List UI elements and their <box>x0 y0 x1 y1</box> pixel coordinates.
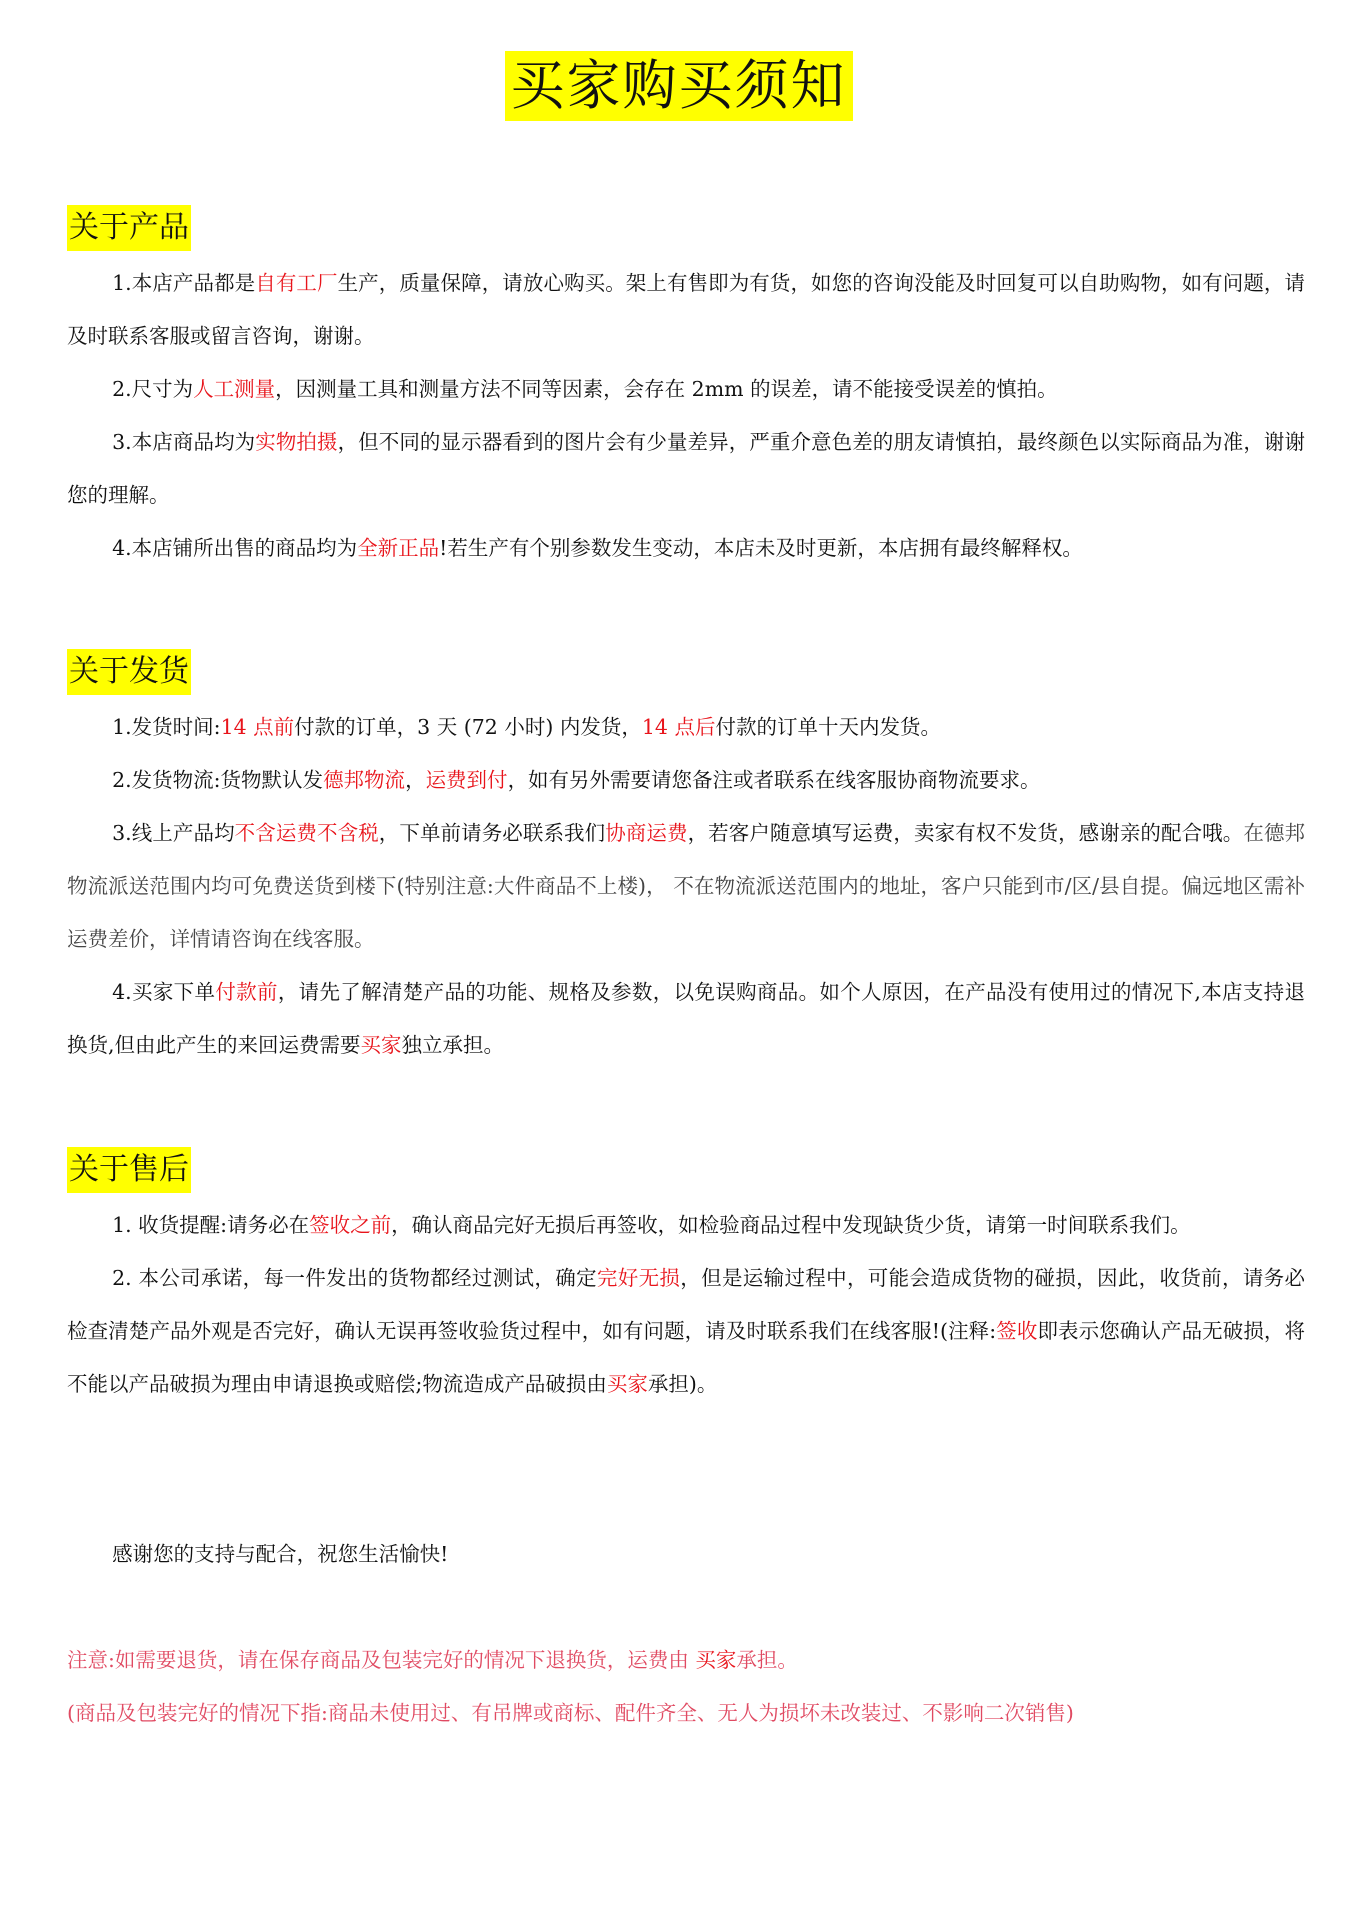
notes-block <box>67 1634 1305 1740</box>
text-segment: ，但不同的显示器看到的图片会有少量差异，严重介意色差的朋友请慎拍，最终颜色以实际商品为准，谢谢您的理解。 <box>67 430 1305 507</box>
section-heading: 关于售后 <box>67 1147 191 1193</box>
highlighted-text: 协商运费 <box>605 821 688 845</box>
section-heading: 关于产品 <box>67 205 191 251</box>
highlighted-text: 14 点前 <box>220 715 295 739</box>
highlighted-text: 买家 <box>360 1033 402 1057</box>
highlighted-text: 自有工厂 <box>255 271 338 295</box>
text-segment: 2. 本公司承诺，每一件发出的货物都经过测试，确定 <box>112 1266 597 1290</box>
paragraph <box>67 966 1305 1072</box>
text-segment: 4.买家下单 <box>112 980 216 1004</box>
highlighted-text: 人工测量 <box>193 377 276 401</box>
text-segment: 4.本店铺所出售的商品均为 <box>112 536 358 560</box>
highlighted-text: 买家 <box>695 1648 737 1672</box>
text-segment: 3.线上产品均 <box>112 821 235 845</box>
text-segment: ，若客户随意填写运费，卖家有权不发货，感谢亲的配合哦。 <box>687 821 1244 845</box>
page-title: 买家购买须知 <box>505 51 853 121</box>
text-segment: 注意:如需要退货，请在保存商品及包装完好的情况下退换货，运费由 <box>67 1648 696 1672</box>
paragraph <box>67 1199 1305 1252</box>
text-segment: 2.发货物流:货物默认发 <box>112 768 324 792</box>
paragraph <box>67 1252 1305 1411</box>
text-segment: ， <box>405 768 426 792</box>
text-segment: 承担)。 <box>647 1372 718 1396</box>
paragraph <box>67 701 1305 754</box>
text-segment: 承担。 <box>736 1648 798 1672</box>
text-segment: 即表示您确认产品无破损，将不能以产品破损为理由申请退换或赔偿;物流造成产品破损由 <box>67 1319 1306 1396</box>
text-segment: (商品及包装完好的情况下指:商品未使用过、有吊牌或商标、配件齐全、无人为损坏未改装过、不影响二次销售) <box>67 1701 1074 1725</box>
section-after-sales <box>67 1147 1305 1411</box>
text-segment: ，请先了解清楚产品的功能、规格及参数，以免误购商品。如个人原因，在产品没有使用过的情况下,本店支持退换货,但由此产生的来回运费需要 <box>67 980 1306 1057</box>
note-line <box>67 1687 1305 1740</box>
text-segment: 付款的订单十天内发货。 <box>715 715 941 739</box>
highlighted-text: 实物拍摄 <box>255 430 338 454</box>
highlighted-text: 14 点后 <box>641 715 716 739</box>
text-segment: ，下单前请务必联系我们 <box>378 821 606 845</box>
paragraph <box>67 754 1305 807</box>
text-segment: 3.本店商品均为 <box>112 430 256 454</box>
highlighted-text: 全新正品 <box>357 536 440 560</box>
thanks-text: 感谢您的支持与配合，祝您生活愉快! <box>112 1542 449 1566</box>
text-segment: ，但是运输过程中，可能会造成货物的碰损，因此，收货前，请务必检查清楚产品外观是否完好，确认无误再签收验货过程中，如有问题，请及时联系我们在线客服!(注释: <box>67 1266 1306 1343</box>
text-segment: ，确认商品完好无损后再签收，如检验商品过程中发现缺货少货，请第一时间联系我们。 <box>391 1213 1191 1237</box>
highlighted-text: 付款前 <box>215 980 278 1004</box>
note-line <box>67 1634 1305 1687</box>
section-heading: 关于发货 <box>67 649 191 695</box>
paragraph <box>67 807 1305 966</box>
paragraph <box>67 522 1305 575</box>
section-shipping <box>67 649 1305 1072</box>
text-segment: 1. 收货提醒:请务必在 <box>112 1213 310 1237</box>
text-segment: 付款的订单，3 天 (72 小时) 内发货， <box>294 715 642 739</box>
text-segment: !若生产有个别参数发生变动，本店未及时更新，本店拥有最终解释权。 <box>439 536 1083 560</box>
highlighted-text: 不含运费不含税 <box>234 821 379 845</box>
text-segment: 2.尺寸为 <box>112 377 194 401</box>
title-wrap <box>0 51 1357 121</box>
paragraph <box>67 416 1305 522</box>
thanks-block <box>67 1528 1305 1581</box>
text-segment: 1.本店产品都是 <box>112 271 256 295</box>
highlighted-text: 签收之前 <box>309 1213 392 1237</box>
text-segment: 生产，质量保障，请放心购买。架上有售即为有货，如您的咨询没能及时回复可以自助购物，如有问题，请及时联系客服或留言咨询，谢谢。 <box>67 271 1305 348</box>
text-segment: 在德邦物流派送范围内均可免费送货到楼下(特别注意:大件商品不上楼)， 不在物流派送范围内的地址，客户只能到市/区/县自提。偏远地区需补运费差价，详情请咨询在线客服。 <box>67 821 1306 951</box>
highlighted-text: 签收 <box>996 1319 1038 1343</box>
highlighted-text: 德邦物流 <box>323 768 406 792</box>
paragraph <box>67 363 1305 416</box>
text-segment: ，如有另外需要请您备注或者联系在线客服协商物流要求。 <box>507 768 1041 792</box>
highlighted-text: 买家 <box>606 1372 648 1396</box>
paragraph <box>67 257 1305 363</box>
highlighted-text: 运费到付 <box>425 768 508 792</box>
text-segment: 1.发货时间: <box>112 715 221 739</box>
text-segment: ，因测量工具和测量方法不同等因素，会存在 2mm 的误差，请不能接受误差的慎拍。 <box>275 377 1058 401</box>
highlighted-text: 完好无损 <box>596 1266 681 1290</box>
section-product <box>67 205 1305 575</box>
text-segment: 独立承担。 <box>401 1033 505 1057</box>
